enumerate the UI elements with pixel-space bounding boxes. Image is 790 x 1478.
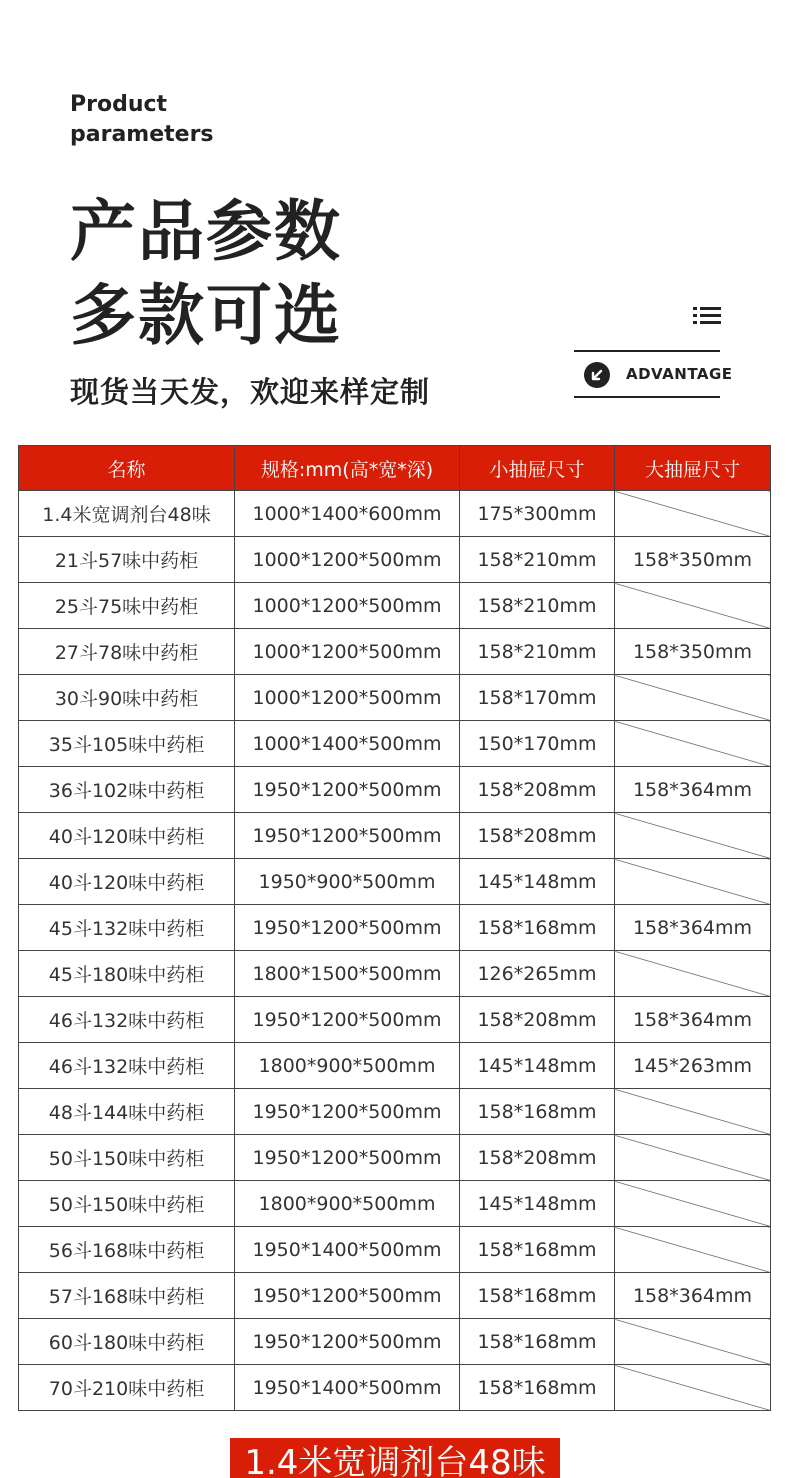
cell-spec: 1950*1400*500mm <box>235 1227 460 1273</box>
cell-large-drawer: 158*364mm <box>615 1273 771 1319</box>
product-banner: 1.4米宽调剂台48味 <box>230 1438 560 1478</box>
cell-name: 27斗78味中药柜 <box>19 629 235 675</box>
header-small-drawer: 小抽屉尺寸 <box>460 446 615 491</box>
cell-large-drawer <box>615 859 771 905</box>
table-row <box>19 629 771 675</box>
cell-name: 36斗102味中药柜 <box>19 767 235 813</box>
cell-large-drawer <box>615 721 771 767</box>
cell-small-drawer: 158*208mm <box>460 997 615 1043</box>
table-row <box>19 997 771 1043</box>
header-large-drawer: 大抽屉尺寸 <box>615 446 771 491</box>
cell-large-drawer <box>615 1089 771 1135</box>
table-row <box>19 1273 771 1319</box>
cell-large-drawer: 145*263mm <box>615 1043 771 1089</box>
cell-spec: 1950*1200*500mm <box>235 1273 460 1319</box>
table-row <box>19 1135 771 1181</box>
cell-small-drawer: 145*148mm <box>460 859 615 905</box>
table-row <box>19 767 771 813</box>
advantage-label: ADVANTAGE <box>626 365 733 383</box>
cell-name: 30斗90味中药柜 <box>19 675 235 721</box>
cell-large-drawer <box>615 1365 771 1411</box>
cell-large-drawer <box>615 1181 771 1227</box>
cell-small-drawer: 126*265mm <box>460 951 615 997</box>
cell-large-drawer <box>615 675 771 721</box>
cell-name: 46斗132味中药柜 <box>19 1043 235 1089</box>
cell-spec: 1950*900*500mm <box>235 859 460 905</box>
chinese-title <box>70 190 342 358</box>
cell-large-drawer <box>615 1135 771 1181</box>
cell-spec: 1950*1200*500mm <box>235 1089 460 1135</box>
english-title: Product parameters <box>70 92 214 147</box>
cell-large-drawer <box>615 1319 771 1365</box>
cell-small-drawer: 158*210mm <box>460 537 615 583</box>
cell-spec: 1950*1400*500mm <box>235 1365 460 1411</box>
cell-large-drawer <box>615 951 771 997</box>
table-row <box>19 675 771 721</box>
table-row <box>19 1319 771 1365</box>
chinese-title-line2: 多款可选 <box>70 277 342 354</box>
table-row <box>19 1089 771 1135</box>
table-row <box>19 1181 771 1227</box>
table-row <box>19 813 771 859</box>
arrow-circle-icon <box>584 362 610 388</box>
table-row <box>19 1365 771 1411</box>
cell-name: 40斗120味中药柜 <box>19 813 235 859</box>
cell-small-drawer: 145*148mm <box>460 1181 615 1227</box>
cell-spec: 1950*1200*500mm <box>235 1135 460 1181</box>
table-row <box>19 491 771 537</box>
cell-small-drawer: 158*168mm <box>460 1319 615 1365</box>
cell-name: 48斗144味中药柜 <box>19 1089 235 1135</box>
cell-large-drawer: 158*350mm <box>615 537 771 583</box>
cell-small-drawer: 158*168mm <box>460 1365 615 1411</box>
cell-spec: 1800*1500*500mm <box>235 951 460 997</box>
table-row <box>19 537 771 583</box>
cell-small-drawer: 145*148mm <box>460 1043 615 1089</box>
cell-small-drawer: 158*168mm <box>460 905 615 951</box>
cell-spec: 1800*900*500mm <box>235 1181 460 1227</box>
table-row <box>19 951 771 997</box>
cell-large-drawer <box>615 583 771 629</box>
table-row <box>19 1043 771 1089</box>
cell-small-drawer: 158*168mm <box>460 1089 615 1135</box>
cell-name: 46斗132味中药柜 <box>19 997 235 1043</box>
cell-name: 50斗150味中药柜 <box>19 1181 235 1227</box>
table-row <box>19 1227 771 1273</box>
cell-small-drawer: 175*300mm <box>460 491 615 537</box>
cell-large-drawer <box>615 491 771 537</box>
list-icon <box>693 306 721 326</box>
cell-spec: 1000*1200*500mm <box>235 675 460 721</box>
cell-small-drawer: 158*210mm <box>460 629 615 675</box>
cell-name: 50斗150味中药柜 <box>19 1135 235 1181</box>
cell-small-drawer: 158*208mm <box>460 813 615 859</box>
cell-name: 56斗168味中药柜 <box>19 1227 235 1273</box>
cell-name: 45斗132味中药柜 <box>19 905 235 951</box>
cell-large-drawer: 158*364mm <box>615 905 771 951</box>
cell-small-drawer: 158*208mm <box>460 767 615 813</box>
cell-spec: 1950*1200*500mm <box>235 1319 460 1365</box>
chinese-title-line1: 产品参数 <box>70 193 342 270</box>
parameters-table <box>18 445 771 1411</box>
header-spec: 规格:mm(高*宽*深) <box>235 446 460 491</box>
cell-spec: 1000*1400*600mm <box>235 491 460 537</box>
cell-spec: 1950*1200*500mm <box>235 767 460 813</box>
cell-name: 70斗210味中药柜 <box>19 1365 235 1411</box>
cell-small-drawer: 158*210mm <box>460 583 615 629</box>
cell-name: 25斗75味中药柜 <box>19 583 235 629</box>
table-row <box>19 859 771 905</box>
advantage-badge <box>574 350 733 398</box>
subtitle: 现货当天发，欢迎来样定制 <box>70 375 431 409</box>
cell-large-drawer: 158*364mm <box>615 767 771 813</box>
cell-spec: 1950*1200*500mm <box>235 997 460 1043</box>
cell-name: 57斗168味中药柜 <box>19 1273 235 1319</box>
cell-small-drawer: 150*170mm <box>460 721 615 767</box>
cell-large-drawer: 158*364mm <box>615 997 771 1043</box>
header-name: 名称 <box>19 446 235 491</box>
cell-small-drawer: 158*168mm <box>460 1273 615 1319</box>
cell-large-drawer: 158*350mm <box>615 629 771 675</box>
cell-name: 35斗105味中药柜 <box>19 721 235 767</box>
cell-name: 1.4米宽调剂台48味 <box>19 491 235 537</box>
table-body <box>19 491 771 1411</box>
cell-large-drawer <box>615 1227 771 1273</box>
table-row <box>19 721 771 767</box>
cell-small-drawer: 158*170mm <box>460 675 615 721</box>
table-row <box>19 905 771 951</box>
cell-spec: 1800*900*500mm <box>235 1043 460 1089</box>
cell-name: 21斗57味中药柜 <box>19 537 235 583</box>
table-header-row <box>19 446 771 491</box>
cell-spec: 1950*1200*500mm <box>235 813 460 859</box>
cell-spec: 1000*1200*500mm <box>235 583 460 629</box>
cell-spec: 1950*1200*500mm <box>235 905 460 951</box>
cell-name: 60斗180味中药柜 <box>19 1319 235 1365</box>
table-row <box>19 583 771 629</box>
cell-large-drawer <box>615 813 771 859</box>
cell-small-drawer: 158*168mm <box>460 1227 615 1273</box>
cell-name: 45斗180味中药柜 <box>19 951 235 997</box>
cell-name: 40斗120味中药柜 <box>19 859 235 905</box>
cell-spec: 1000*1200*500mm <box>235 629 460 675</box>
cell-spec: 1000*1400*500mm <box>235 721 460 767</box>
cell-spec: 1000*1200*500mm <box>235 537 460 583</box>
cell-small-drawer: 158*208mm <box>460 1135 615 1181</box>
